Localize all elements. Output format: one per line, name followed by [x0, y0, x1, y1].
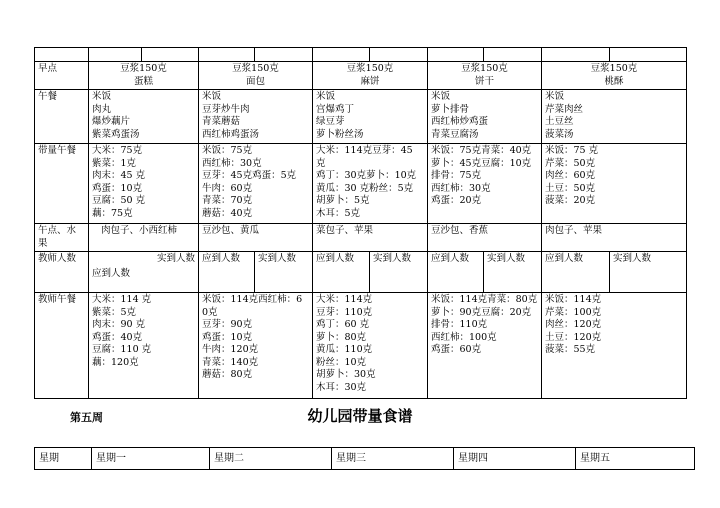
ingredient: 紫菜：1克 [92, 157, 137, 169]
breakfast-drink: 豆浆150克 [232, 63, 279, 74]
dish: 西红柿鸡蛋汤 [202, 128, 260, 140]
actual-count-label: 实到人数 [255, 252, 313, 293]
ingredient: 豆腐：50 克 [92, 195, 146, 206]
row-label-snack [35, 224, 89, 252]
ingredient: 土豆：50克 [545, 182, 596, 194]
breakfast-snack: 麻饼 [360, 75, 380, 87]
portion-cell [542, 144, 687, 224]
ingredient: 藕：120克 [92, 356, 139, 368]
ingredient: 肉丝：120克 [545, 319, 602, 330]
ingredient: 大米：114克 [316, 294, 373, 305]
weekday-monday: 星期一 [92, 448, 210, 470]
breakfast-cell [89, 62, 199, 90]
dish: 菠菜汤 [545, 128, 574, 140]
ingredient: 蘑菇：80克 [202, 369, 253, 380]
snack-cell: 菜包子、苹果 [313, 224, 428, 252]
dish: 芹菜肉丝 [545, 103, 584, 115]
teacher-lunch-cell [542, 293, 687, 399]
ingredient: 青菜：70克 [202, 195, 253, 206]
ingredient: 豆芽：110克 [316, 306, 373, 318]
weekday-thursday: 星期四 [454, 448, 576, 470]
dish: 米饭 [92, 91, 112, 102]
lunch-cell [542, 90, 687, 144]
ingredient: 鸡蛋：60克 [431, 344, 482, 355]
snack-cell: 肉包子、小西红柿 [89, 224, 199, 252]
dish: 青菜蘑菇 [202, 116, 241, 127]
lunch-cell [313, 90, 428, 144]
weekday-table [34, 447, 695, 470]
dish: 米饭 [202, 91, 222, 102]
expected-count-label: 应到人数 [428, 252, 484, 293]
table-row-lunch [35, 90, 687, 144]
ingredient: 排骨：75克 [431, 170, 482, 181]
actual-count-label: 实到人数 [484, 252, 542, 293]
breakfast-cell [542, 62, 687, 90]
dish: 绿豆芽 [316, 116, 345, 127]
dish: 青菜豆腐汤 [431, 128, 479, 140]
ingredient: 大米：75克 [92, 145, 143, 156]
page-title: 幼儿园带量食谱 [307, 407, 413, 425]
dish: 米饭 [431, 91, 451, 102]
ingredient: 萝卜：45克豆腐：10克 [431, 157, 532, 169]
dish: 萝卜排骨 [431, 103, 470, 115]
actual-count-label: 实到人数 [610, 252, 687, 293]
teacher-lunch-cell [428, 293, 542, 399]
ingredient: 土豆：120克 [545, 331, 602, 343]
breakfast-cell [313, 62, 428, 90]
ingredient: 粉丝：10克 [316, 356, 367, 368]
ingredient: 木耳：5克 [316, 207, 361, 219]
ingredient: 芹菜：50克 [545, 157, 596, 169]
ingredient: 藕：75克 [92, 207, 133, 219]
snack-cell: 肉包子、苹果 [542, 224, 687, 252]
expected-count-label: 应到人数 [199, 252, 255, 293]
table-row-portion [35, 144, 687, 224]
actual-count-label: 实到人数 [370, 252, 428, 293]
ingredient: 西红柿：100克 [431, 331, 497, 343]
ingredient: 肉丝：60克 [545, 170, 596, 181]
ingredient: 大米：114克豆芽：45 [316, 145, 413, 156]
ingredient: 米饭：114克 [545, 294, 602, 305]
dish: 西红柿炒鸡蛋 [431, 116, 489, 127]
ingredient: 紫菜：5克 [92, 306, 137, 318]
table-row-header-blank [35, 48, 687, 62]
breakfast-drink: 豆浆150克 [346, 63, 394, 74]
ingredient: 鸡丁：60 克 [316, 319, 370, 330]
ingredient: 鸡蛋：10克 [202, 331, 253, 343]
ingredient: 菠菜：55克 [545, 344, 596, 355]
ingredient: 豆腐：110 克 [92, 344, 152, 355]
ingredient: 牛肉：120克 [202, 344, 259, 355]
row-label-portion: 带量午餐 [35, 144, 89, 224]
dish: 土豆丝 [545, 116, 574, 127]
table-row-teachers [35, 252, 687, 293]
ingredient: 米饭：75 克 [545, 145, 599, 156]
teacher-lunch-cell [199, 293, 313, 399]
dish: 爆炒藕片 [92, 116, 131, 127]
ingredient: 米饭：114克青菜：80克 [431, 294, 538, 305]
ingredient: 鸡蛋：10克 [92, 182, 143, 194]
snack-cell: 豆沙包、香蕉 [428, 224, 542, 252]
ingredient: 米饭：114克西红柿：6 [202, 294, 303, 305]
weekday-tuesday: 星期二 [210, 448, 332, 470]
dish: 米饭 [316, 91, 336, 102]
breakfast-cell [199, 62, 313, 90]
ingredient: 芹菜：100克 [545, 306, 602, 318]
dish: 米饭 [545, 91, 565, 102]
ingredient: 米饭：75克青菜：40克 [431, 145, 532, 156]
menu-table [34, 47, 687, 399]
breakfast-drink: 豆浆150克 [590, 63, 638, 74]
breakfast-snack: 饼干 [474, 75, 494, 87]
row-label-teacher-lunch: 教师午餐 [35, 293, 89, 399]
expected-count-label: 应到人数 [313, 252, 370, 293]
ingredient: 豆芽：45克鸡蛋：5克 [202, 170, 297, 181]
ingredient: 0克 [202, 306, 218, 318]
ingredient: 豆芽：90克 [202, 319, 253, 330]
expected-count-label: 应到人数 [92, 267, 131, 279]
breakfast-snack: 蛋糕 [133, 75, 153, 87]
dish: 肉丸 [92, 103, 112, 115]
row-label-snack-l2: 果 [38, 237, 48, 249]
ingredient: 米饭：75克 [202, 145, 253, 156]
table-row-teacher-lunch [35, 293, 687, 399]
row-label-lunch: 午餐 [35, 90, 89, 144]
lunch-cell [199, 90, 313, 144]
teacher-count-cell [89, 252, 199, 293]
ingredient: 胡萝卜：30克 [316, 369, 376, 380]
lunch-cell [428, 90, 542, 144]
ingredient: 西红柿：30克 [202, 157, 262, 169]
breakfast-snack: 面包 [245, 75, 265, 87]
ingredient: 青菜：140克 [202, 356, 259, 368]
dish: 豆芽炒牛肉 [202, 103, 250, 115]
breakfast-cell [428, 62, 542, 90]
row-label-teachers: 教师人数 [35, 252, 89, 293]
ingredient: 西红柿：30克 [431, 182, 491, 194]
weekday-wednesday: 星期三 [332, 448, 454, 470]
ingredient: 萝卜：80克 [316, 331, 367, 343]
expected-count-label: 应到人数 [542, 252, 610, 293]
ingredient: 排骨：110克 [431, 319, 488, 330]
ingredient: 蘑菇：40克 [202, 207, 253, 219]
lunch-cell [89, 90, 199, 144]
teacher-lunch-cell [313, 293, 428, 399]
ingredient: 鸡蛋：20克 [431, 195, 482, 206]
actual-count-label: 实到人数 [156, 253, 195, 264]
ingredient: 牛肉：60克 [202, 182, 253, 194]
ingredient: 肉末：45 克 [92, 170, 146, 181]
dish: 宫爆鸡丁 [316, 103, 355, 115]
week-label: 第五周 [70, 411, 103, 424]
ingredient: 菠菜：20克 [545, 195, 596, 206]
weekday-row-label: 星期 [35, 448, 92, 470]
portion-cell [89, 144, 199, 224]
ingredient: 克 [316, 157, 326, 169]
portion-cell [428, 144, 542, 224]
dish: 萝卜粉丝汤 [316, 128, 364, 140]
snack-cell: 豆沙包、黄瓜 [199, 224, 313, 252]
table-row-breakfast [35, 62, 687, 90]
ingredient: 黄瓜：30 克粉丝：5克 [316, 182, 414, 194]
breakfast-snack: 桃酥 [604, 75, 624, 87]
breakfast-drink: 豆浆150克 [461, 63, 508, 74]
breakfast-drink: 豆浆150克 [120, 63, 167, 74]
ingredient: 鸡丁：30克萝卜：10克 [316, 170, 417, 181]
heading [0, 404, 720, 428]
ingredient: 肉末：90 克 [92, 319, 146, 330]
dish: 紫菜鸡蛋汤 [92, 128, 140, 140]
ingredient: 萝卜：90克豆腐：20克 [431, 306, 532, 318]
row-label-snack-l1: 午点、水 [38, 225, 77, 236]
weekday-friday: 星期五 [576, 448, 695, 470]
ingredient: 木耳：30克 [316, 381, 367, 393]
ingredient: 胡萝卜：5克 [316, 195, 370, 206]
portion-cell [199, 144, 313, 224]
teacher-lunch-cell [89, 293, 199, 399]
portion-cell [313, 144, 428, 224]
ingredient: 鸡蛋：40克 [92, 331, 143, 343]
table-row-snack [35, 224, 687, 252]
ingredient: 大米：114 克 [92, 294, 152, 305]
row-label-breakfast: 早点 [35, 62, 89, 90]
ingredient: 黄瓜：110克 [316, 344, 373, 355]
